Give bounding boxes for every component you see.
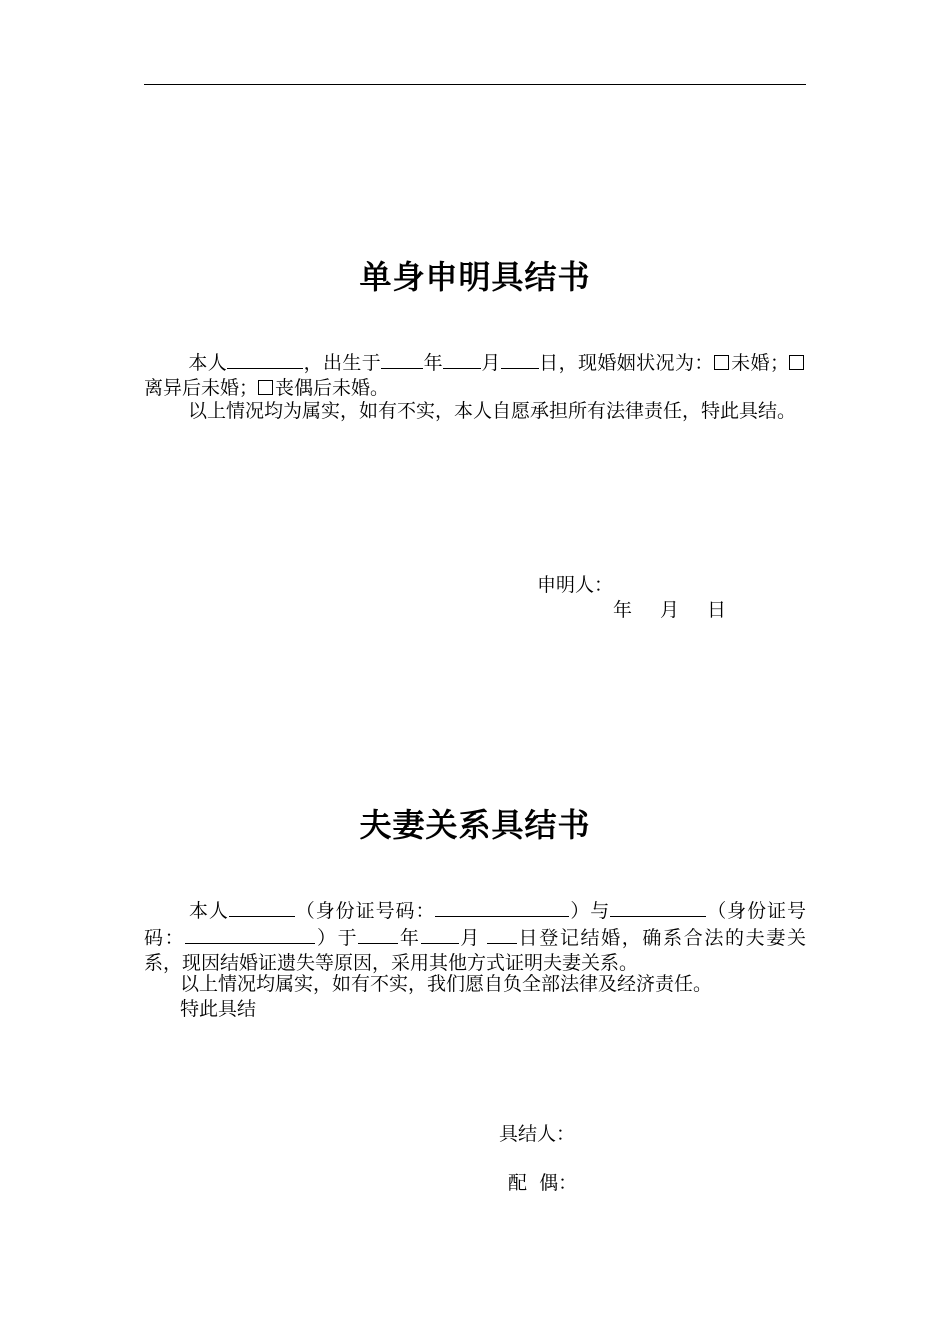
doc1-paragraph-2: 以上情况均为属实，如有不实，本人自愿承担所有法律责任，特此具结。: [188, 400, 797, 422]
doc1-title: 单身申明具结书: [359, 258, 591, 296]
header-rule: [144, 84, 806, 85]
marriage-year-blank[interactable]: [358, 924, 398, 944]
doc2-title: 夫妻关系具结书: [359, 806, 591, 844]
person-id-blank[interactable]: [435, 897, 569, 917]
doc2-signer-label: 具结人：: [499, 1123, 576, 1145]
person-name-blank[interactable]: [229, 897, 295, 917]
checkbox-divorced[interactable]: [789, 355, 804, 370]
birth-month-blank[interactable]: [443, 349, 481, 369]
doc1-date-line: 年 月 日: [613, 599, 727, 621]
checkbox-widowed[interactable]: [258, 380, 273, 395]
checkbox-unmarried[interactable]: [714, 355, 729, 370]
doc2-paragraph-2: 以上情况均属实，如有不实，我们愿自负全部法律及经济责任。: [180, 973, 713, 995]
doc1-paragraph-1: 本人 ，出生于 年 月 日，现婚姻状况为： 未婚；离异后未婚； 丧偶后未婚。: [144, 349, 806, 401]
doc1-signer-label: 申明人：: [537, 574, 614, 596]
spouse-id-blank[interactable]: [185, 924, 315, 944]
marriage-month-blank[interactable]: [421, 924, 459, 944]
doc2-paragraph-3: 特此具结: [180, 998, 257, 1020]
doc2-paragraph-1: 本人 （身份证号码： ）与 （身份证号码： ）于 年 月 日登记结婚，确系合法的夫妻关系，现因结婚证遗失等原因，采用其他方式证明夫妻关系。: [144, 897, 806, 976]
doc2-spouse-label: 配 偶：: [508, 1172, 578, 1194]
spouse-name-blank[interactable]: [610, 897, 706, 917]
birth-day-blank[interactable]: [501, 349, 539, 369]
birth-year-blank[interactable]: [381, 349, 423, 369]
name-blank[interactable]: [227, 349, 303, 369]
marriage-day-blank[interactable]: [487, 924, 517, 944]
